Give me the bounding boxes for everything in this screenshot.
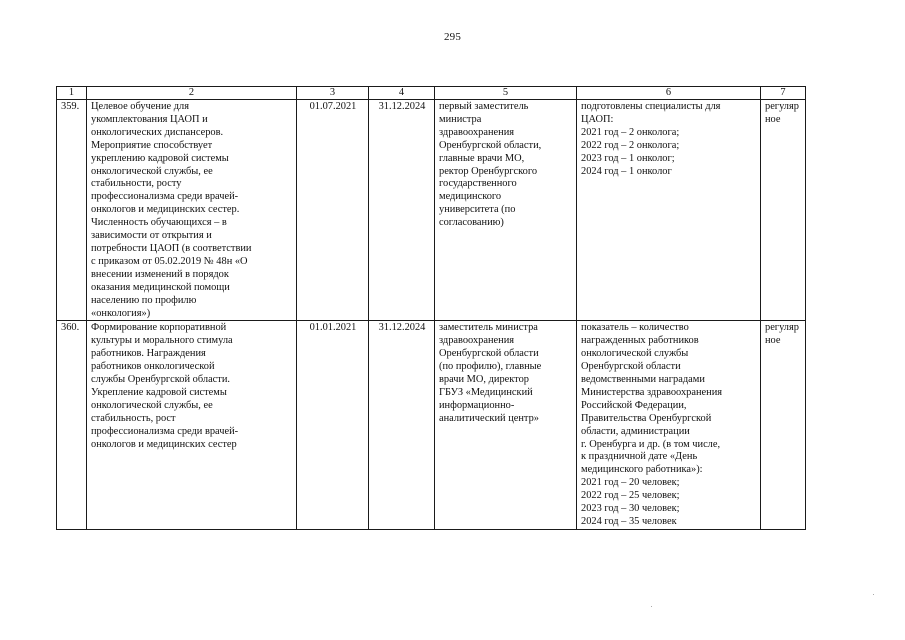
- responsible-cell-line: университета (по: [439, 204, 516, 216]
- responsible-cell-line: здравоохранения: [439, 335, 515, 347]
- activity-cell-line: онкологов и медицинских сестер.: [91, 204, 240, 216]
- periodicity-cell: регулярное: [761, 321, 806, 530]
- result-cell-line: ЦАОП:: [581, 113, 614, 125]
- activity-cell-line: культуры и морального стимула: [91, 335, 233, 347]
- activity-cell-line: онкологической службы, ее: [91, 165, 213, 177]
- column-header-6: 6: [577, 87, 761, 100]
- responsible-cell-line: врачи МО, директор: [439, 374, 529, 386]
- scan-speck: [651, 606, 652, 607]
- activity-cell-line: внесении изменений в порядок: [91, 268, 229, 280]
- activity-cell-line: укомплектования ЦАОП и: [91, 113, 208, 125]
- activity-cell-line: потребности ЦАОП (в соответствии: [91, 242, 252, 254]
- result-cell-line: ведомственными наградами: [581, 374, 705, 386]
- column-header-1: 1: [57, 87, 87, 100]
- result-cell-line: онкологической службы: [581, 348, 689, 360]
- activity-cell-line: стабильность, рост: [91, 412, 176, 424]
- responsible-cell-line: согласованию): [439, 217, 504, 229]
- responsible-cell-line: здравоохранения: [439, 126, 515, 138]
- responsible-cell-line: медицинского: [439, 191, 502, 203]
- end-date-cell: 31.12.2024: [369, 321, 435, 530]
- activity-cell-line: работников онкологической: [91, 361, 215, 373]
- result-cell-line: 2024 год – 35 человек: [581, 516, 677, 527]
- activity-cell-line: онкологов и медицинских сестер: [91, 438, 237, 450]
- responsible-cell-line: заместитель министра: [439, 322, 538, 334]
- responsible-cell-line: главные врачи МО,: [439, 152, 525, 164]
- activity-cell-line: службы Оренбургской области.: [91, 374, 230, 386]
- header-row: [57, 87, 806, 100]
- result-cell-line: 2023 год – 30 человек;: [581, 503, 680, 515]
- column-header-2: 2: [87, 87, 297, 100]
- activity-cell-line: укреплению кадровой системы: [91, 152, 229, 164]
- activity-cell-line: онкологической службы, ее: [91, 399, 213, 411]
- activity-cell: [87, 100, 297, 321]
- result-cell: [577, 100, 761, 321]
- activity-cell-line: профессионализма среди врачей-: [91, 191, 239, 203]
- responsible-cell: [435, 321, 577, 530]
- result-cell-line: 2024 год – 1 онколог: [581, 165, 672, 177]
- result-cell-line: медицинского работника»):: [581, 464, 703, 476]
- activity-cell-line: с приказом от 05.02.2019 № 48н «О: [91, 255, 248, 267]
- activity-cell-line: Укрепление кадровой системы: [91, 386, 227, 398]
- row-number-cell: 359.: [57, 100, 87, 321]
- result-cell-line: Правительства Оренбургской: [581, 412, 712, 424]
- activity-cell-line: Целевое обучение для: [91, 101, 189, 112]
- responsible-cell-line: государственного: [439, 178, 517, 190]
- responsible-cell-line: Оренбургской области: [439, 348, 539, 360]
- result-cell-line: области, администрации: [581, 425, 690, 437]
- result-cell-line: к праздничной дате «День: [581, 451, 698, 463]
- activity-cell-line: зависимости от открытия и: [91, 230, 212, 242]
- result-cell-line: г. Оренбурга и др. (в том числе,: [581, 438, 721, 450]
- page-number: 295: [443, 31, 462, 43]
- result-cell-line: 2022 год – 25 человек;: [581, 490, 680, 502]
- result-cell: [577, 321, 761, 530]
- result-cell-line: Оренбургской области: [581, 361, 681, 373]
- activity-cell-line: профессионализма среди врачей-: [91, 425, 239, 437]
- result-cell-line: 2021 год – 2 онколога;: [581, 126, 680, 138]
- column-header-7: 7: [761, 87, 806, 100]
- column-header-4: 4: [369, 87, 435, 100]
- start-date-cell: 01.07.2021: [297, 100, 369, 321]
- responsible-cell-line: министра: [439, 113, 482, 125]
- result-cell-line: Министерства здравоохранения: [581, 386, 723, 398]
- responsible-cell-line: информационно-: [439, 399, 515, 411]
- activity-cell-line: стабильности, росту: [91, 178, 182, 190]
- responsible-cell: [435, 100, 577, 321]
- responsible-cell-line: аналитический центр»: [439, 412, 539, 424]
- result-cell-line: 2022 год – 2 онколога;: [581, 139, 680, 151]
- activity-cell: [87, 321, 297, 530]
- activity-cell-line: оказания медицинской помощи: [91, 281, 230, 293]
- scan-speck: [873, 594, 874, 595]
- column-header-5: 5: [435, 87, 577, 100]
- table-row: [57, 100, 806, 321]
- row-number-cell: 360.: [57, 321, 87, 530]
- result-cell-line: подготовлены специалисты для: [581, 101, 721, 112]
- start-date-cell: 01.01.2021: [297, 321, 369, 530]
- measures-table: [56, 86, 806, 530]
- activity-cell-line: онкологических диспансеров.: [91, 126, 224, 138]
- responsible-cell-line: ректор Оренбургского: [439, 165, 538, 177]
- activity-cell-line: Мероприятие способствует: [91, 139, 213, 151]
- periodicity-cell: регулярное: [761, 100, 806, 321]
- result-cell-line: Российской Федерации,: [581, 399, 687, 411]
- result-cell-line: 2023 год – 1 онколог;: [581, 152, 675, 164]
- responsible-cell-line: ГБУЗ «Медицинский: [439, 386, 533, 398]
- column-header-3: 3: [297, 87, 369, 100]
- activity-cell-line: населению по профилю: [91, 294, 197, 306]
- responsible-cell-line: Оренбургской области,: [439, 139, 542, 151]
- responsible-cell-line: первый заместитель: [439, 101, 529, 112]
- table-row: [57, 321, 806, 530]
- activity-cell-line: работников. Награждения: [91, 348, 206, 360]
- activity-cell-line: Формирование корпоративной: [91, 322, 227, 334]
- activity-cell-line: Численность обучающихся – в: [91, 217, 227, 229]
- end-date-cell: 31.12.2024: [369, 100, 435, 321]
- responsible-cell-line: (по профилю), главные: [439, 361, 542, 373]
- result-cell-line: награжденных работников: [581, 335, 699, 347]
- result-cell-line: 2021 год – 20 человек;: [581, 477, 680, 489]
- result-cell-line: показатель – количество: [581, 322, 689, 334]
- activity-cell-line: «онкология»): [91, 307, 151, 319]
